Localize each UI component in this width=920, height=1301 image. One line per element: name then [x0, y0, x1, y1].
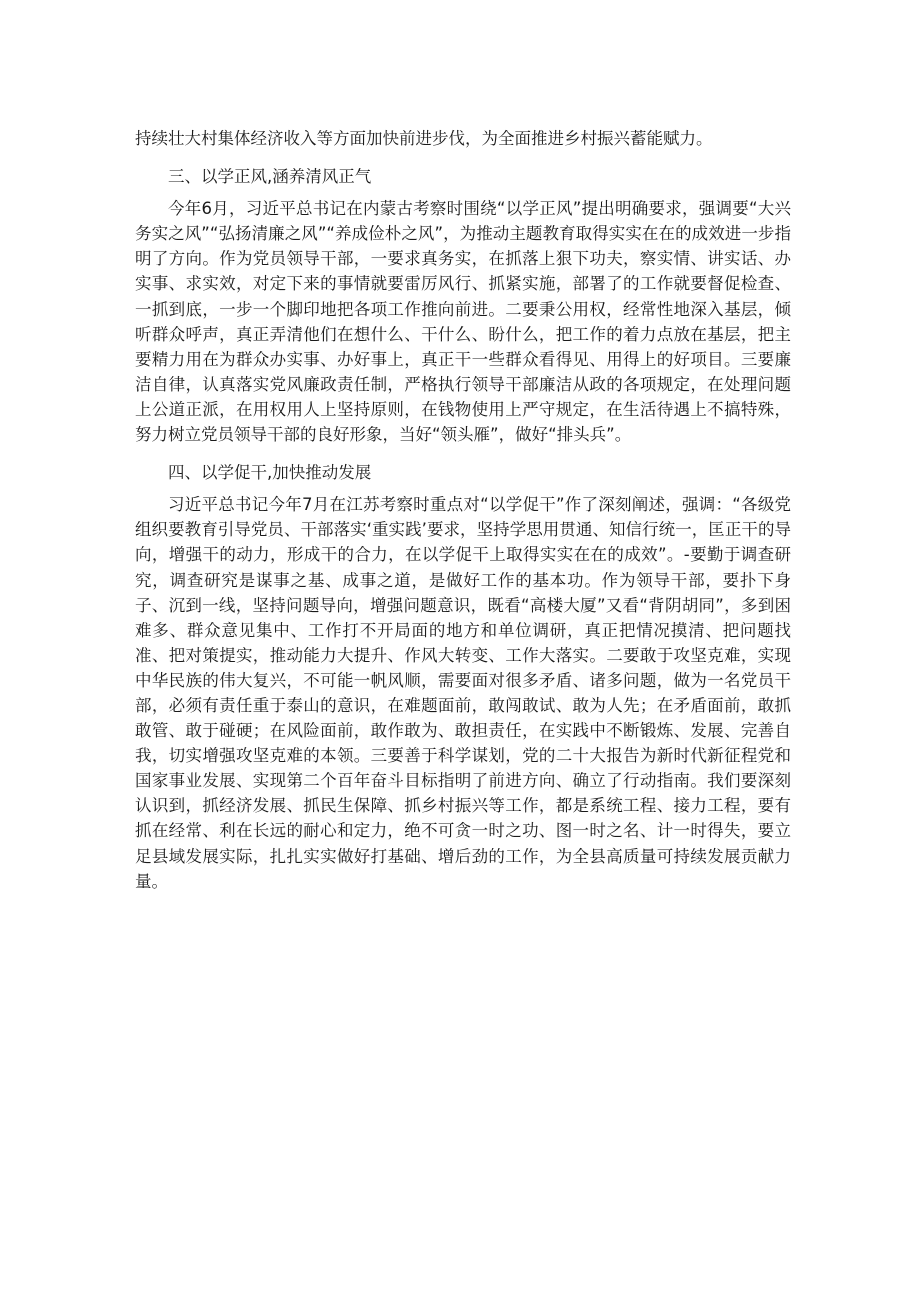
section-3-body: 今年6月，习近平总书记在内蒙古考察时围绕“以学正风”提出明确要求，强调要“大兴务实之风”“弘扬清廉之风”“养成俭朴之风”，为推动主题教育取得实实在在的成效进一步指明了方向。作为党员领导干部，一要求真务实，在抓落上狠下功夫，察实情、讲实话、办实事、求实效，对定下来的事情就要雷厉风行、抓紧实施，部署了的工作就要督促检查、一抓到底，一步一个脚印地把各项工作推向前进。二要秉公用权，经常性地深入基层，倾听群众呼声，真正弄清他们在想什么、干什么、盼什么，把工作的着力点放在基层，把主要精力用在为群众办实事、办好事上，真正干一些群众看得见、用得上的好项目。三要廉洁自律，认真落实党风廉政责任制，严格执行领导干部廉洁从政的各项规定，在处理问题上公道正派，在用权用人上坚持原则，在钱物使用上严守规定，在生活待遇上不搞特殊，努力树立党员领导干部的良好形象，当好“领头雁”，做好“排头兵”。: [135, 199, 791, 445]
section-4-body: 习近平总书记今年7月在江苏考察时重点对“以学促干”作了深刻阐述，强调：“各级党组织要教育引导党员、干部落实‘重实践’要求，坚持学思用贯通、知信行统一，匡正干的导向，增强干的动力，形成干的合力，在以学促干上取得实实在在的成效”。-要勤于调查研究，调查研究是谋事之基、成事之道，是做好工作的基本功。作为领导干部，要扑下身子、沉到一线，坚持问题导向，增强问题意识，既看“高楼大厦”又看“背阴胡同”，多到困难多、群众意见集中、工作打不开局面的地方和单位调研，真正把情况摸清、把问题找准、把对策提实，推动能力大提升、作风大转变、工作大落实。二要敢于攻坚克难，实现中华民族的伟大复兴，不可能一帆风顺，需要面对很多矛盾、诸多问题，做为一名党员干部，必须有责任重于泰山的意识，在难题面前，敢闯敢试、敢为人先；在矛盾面前，敢抓敢管、敢于碰硬；在风险面前，敢作敢为、敢担责任，在实践中不断锻炼、发展、完善自我，切实增强攻坚克难的本领。三要善于科学谋划，党的二十大报告为新时代新征程党和国家事业发展、实现第二个百年奋斗目标指明了前进方向、确立了行动指南。我们要深刻认识到，抓经济发展、抓民生保障、抓乡村振兴等工作，都是系统工程、接力工程，要有抓在经常、利在长远的耐心和定力，绝不可贪一时之功、图一时之名、计一时得失，要立足县域发展实际，扎扎实实做好打基础、增后劲的工作，为全县高质量可持续发展贡献力量。: [135, 495, 791, 891]
section-3-heading: 三、以学正风,涵养清风正气: [168, 167, 372, 187]
intro-paragraph: 持续壮大村集体经济收入等方面加快前进步伐，为全面推进乡村振兴蓄能赋力。: [135, 129, 713, 148]
section-4-heading: 四、以学促干,加快推动发展: [168, 463, 372, 483]
document-page: [135, 126, 791, 894]
